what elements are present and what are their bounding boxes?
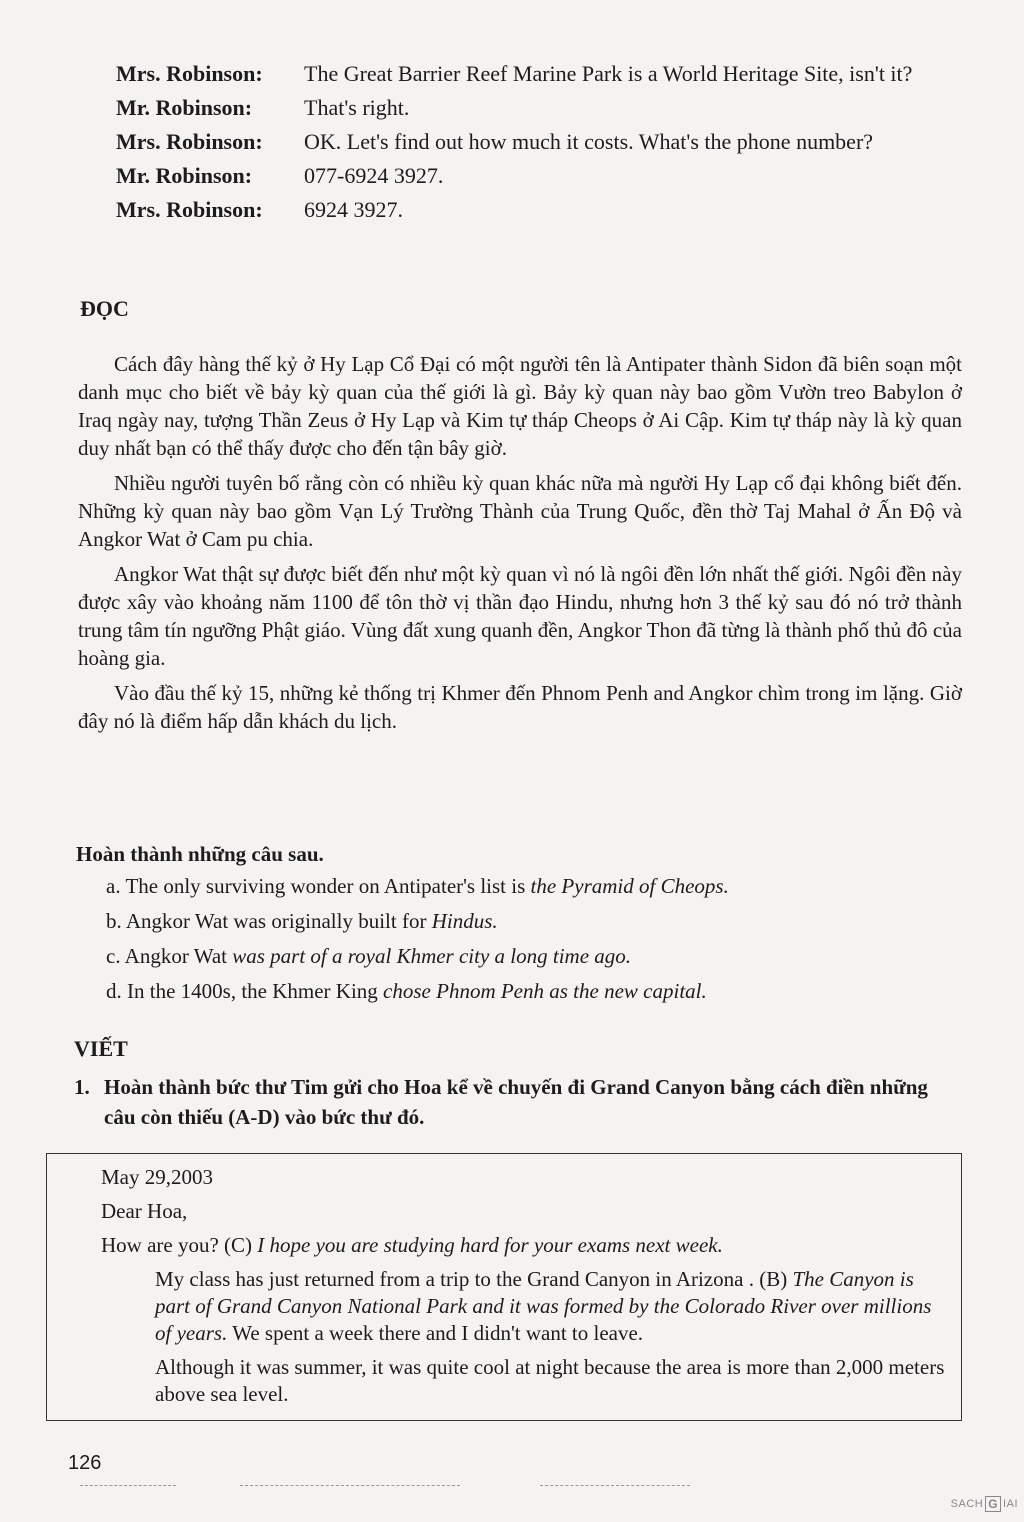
letter-box — [46, 1153, 962, 1421]
exercise-heading: Hoàn thành những câu sau. — [76, 842, 324, 866]
divider — [240, 1485, 460, 1486]
line-text: 6924 3927. — [304, 197, 403, 222]
speaker: Mrs. Robinson: — [116, 129, 263, 154]
answer-item — [106, 977, 956, 1005]
speaker: Mr. Robinson: — [116, 95, 253, 120]
letter-text: How are you? (C) — [101, 1233, 258, 1257]
answer-text: Hindus. — [431, 909, 498, 933]
divider — [540, 1485, 690, 1486]
answer-text: the Pyramid of Cheops. — [530, 874, 729, 898]
answer-item — [106, 872, 956, 900]
letter-text: We spent a week there and I didn't want to leave. — [227, 1321, 644, 1345]
answer-prefix: a. The only surviving wonder on Antipater's list is — [106, 874, 531, 898]
answer-item — [106, 907, 956, 935]
speaker: Mr. Robinson: — [116, 163, 253, 188]
dialogue-line — [116, 128, 966, 156]
letter-line — [101, 1266, 947, 1347]
paragraph: Cách đây hàng thế kỷ ở Hy Lạp Cổ Đại có một người tên là Antipater thành Sidon đã biên soạn một danh mục cho biết về bảy kỳ quan của thế giới là gì. Bảy kỳ quan này bao gồm Vườn treo Babylon ở Iraq ngày nay, tượng Thần Zeus ở Hy Lạp và Kim tự tháp Cheops ở Ai Cập. Kim tự tháp này là kỳ quan duy nhất bạn có thể thấy được cho đến tận bây giờ. — [78, 352, 962, 460]
speaker: Mrs. Robinson: — [116, 197, 263, 222]
filled-sentence: The Canyon is part of Grand Canyon National Park and it was formed by the Colorado River over millions of years. — [155, 1267, 932, 1345]
answer-text: chose Phnom Penh as the new capital. — [383, 979, 707, 1003]
writing-task — [74, 1072, 954, 1132]
dialogue-line — [116, 162, 966, 190]
divider — [80, 1485, 176, 1486]
answer-text: was part of a royal Khmer city a long time ago. — [232, 944, 632, 968]
filled-sentence: I hope you are studying hard for your exams next week. — [257, 1233, 723, 1257]
dialogue — [116, 60, 966, 230]
line-text: That's right. — [304, 95, 410, 120]
task-number: 1. — [74, 1075, 90, 1099]
paragraph: Nhiều người tuyên bố rằng còn có nhiều kỳ quan khác nữa mà người Hy Lạp cổ đại không biết đến. Những kỳ quan này bao gồm Vạn Lý Trường Thành của Trung Quốc, đền thờ Taj Mahal ở Ấn Độ và Angkor Wat ở Cam pu chia. — [78, 471, 962, 551]
watermark-text: SACH — [950, 1498, 984, 1510]
speaker: Mrs. Robinson: — [116, 61, 263, 86]
reading-heading: ĐỌC — [80, 296, 129, 321]
line-text: OK. Let's find out how much it costs. What's the phone number? — [304, 129, 874, 154]
answer-prefix: d. In the 1400s, the Khmer King — [106, 979, 384, 1003]
watermark-text: IAI — [1003, 1498, 1018, 1510]
line-text: The Great Barrier Reef Marine Park is a World Heritage Site, isn't it? — [304, 61, 913, 86]
answer-item — [106, 942, 956, 970]
task-instruction: Hoàn thành bức thư Tim gửi cho Hoa kể về chuyến đi Grand Canyon bằng cách điền những câu còn thiếu (A-D) vào bức thư đó. — [104, 1075, 928, 1129]
answer-prefix: c. Angkor Wat — [106, 944, 233, 968]
letter-line: Although it was summer, it was quite cool at night because the area is more than 2,000 meters above sea level. — [155, 1355, 945, 1406]
letter-text: My class has just returned from a trip to the Grand Canyon in Arizona . (B) — [155, 1267, 793, 1291]
answer-prefix: b. Angkor Wat was originally built for — [106, 909, 432, 933]
dialogue-line — [116, 196, 966, 224]
page-number: 126 — [68, 1452, 102, 1474]
letter-greeting: Dear Hoa, — [101, 1199, 188, 1223]
dialogue-line — [116, 94, 966, 122]
watermark-box: G — [985, 1496, 1001, 1512]
dialogue-line — [116, 60, 966, 88]
exercise-answers — [106, 872, 956, 1012]
letter-date: May 29,2003 — [101, 1165, 213, 1189]
line-text: 077-6924 3927. — [304, 163, 444, 188]
paragraph: Vào đầu thế kỷ 15, những kẻ thống trị Khmer đến Phnom Penh and Angkor chìm trong im lặng. Giờ đây nó là điểm hấp dẫn khách du lịch. — [78, 681, 962, 733]
letter-line — [101, 1232, 947, 1259]
reading-passage — [78, 350, 962, 742]
paragraph: Angkor Wat thật sự được biết đến như một kỳ quan vì nó là ngôi đền lớn nhất thế giới. Ngôi đền này được xây vào khoảng năm 1100 để tôn thờ vị thần đạo Hindu, nhưng hơn 3 thế kỷ sau đó nó trở thành trung tâm tín ngưỡng Phật giáo. Vùng đất xung quanh đền, Angkor Thon đã từng là thành phố thủ đô của hoàng gia. — [78, 562, 962, 670]
watermark-logo — [951, 1496, 1018, 1512]
writing-heading: VIẾT — [74, 1036, 128, 1061]
